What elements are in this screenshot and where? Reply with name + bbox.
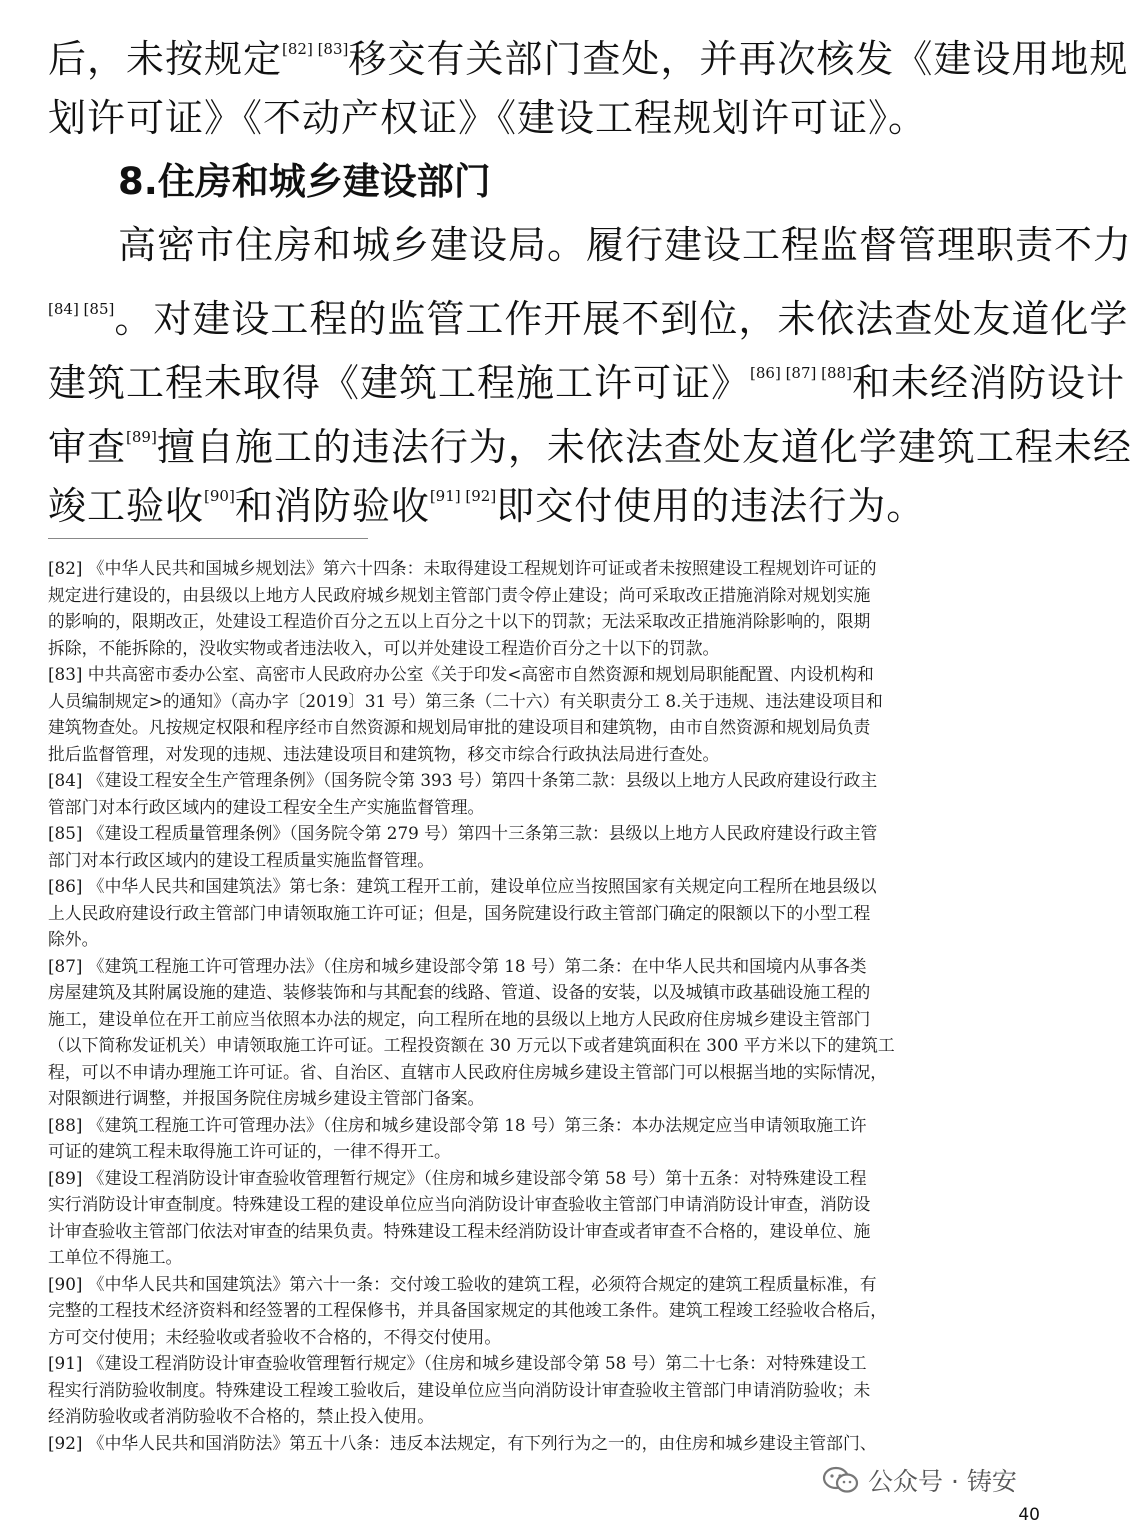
footnote-line: 工单位不得施工。 [48,1247,183,1267]
watermark-text: 公众号 · 铸安 [868,1467,1017,1496]
footnote-line: [83] 中共高密市委办公室、高密市人民政府办公室《关于印发<高密市自然资源和规划局职能配置、内设机构和 [48,664,874,684]
footnote-line: [87] 《建筑工程施工许可管理办法》（住房和城乡建设部令第 18 号）第二条：在中华人民共和国境内从事各类 [48,955,867,976]
footnote-line: 上人民政府建设行政主管部门申请领取施工许可证；但是，国务院建设行政主管部门确定的限额以下的小型工程 [48,902,871,923]
footnote-line: [82] 《中华人民共和国城乡规划法》第六十四条：未取得建设工程规划许可证或者未按照建设工程规划许可证的 [48,558,877,578]
body-line-2: 划许可证》《不动产权证》《建设工程规划许可证》。 [48,96,928,140]
ref-89[interactable]: [89] [126,428,157,446]
footnote-line: 方可交付使用；未经验收或者验收不合格的，不得交付使用。 [48,1326,502,1347]
page-number: 40 [1018,1505,1040,1525]
footnote-line: 对限额进行调整，并报国务院住房城乡建设主管部门备案。 [48,1088,485,1108]
footnote-line: （以下简称发证机关）申请领取施工许可证。工程投资额在 30 万元以下或者建筑面积在 300 平方米以下的建筑工 [48,1035,895,1055]
footnote [48,1431,1038,1457]
footnote [48,821,1038,873]
footnote [48,1113,1038,1165]
footnote-line: 拆除，不能拆除的，没收实物或者违法收入，可以并处建设工程造价百分之十以下的罚款。 [48,637,720,658]
footnote-line: 程，可以不申请办理施工许可证。省、自治区、直辖市人民政府住房城乡建设主管部门可以根据当地的实际情况， [48,1061,888,1082]
ref-90[interactable]: [90] [204,487,235,505]
footnote-line: [89] 《建设工程消防设计审查验收管理暂行规定》（住房和城乡建设部令第 58 号）第十五条：对特殊建设工程 [48,1167,867,1188]
ref-84-85[interactable]: [84] [85] [48,300,115,318]
footnote-line: [90] 《中华人民共和国建筑法》第六十一条：交付竣工验收的建筑工程，必须符合规定的建筑工程质量标准，有 [48,1273,877,1294]
body-line-6: 审查[89]擅自施工的违法行为，未依法查处友道化学建筑工程未经 [48,425,1132,469]
body-line-3: 高密市住房和城乡建设局。履行建设工程监督管理职责不力 [118,223,1132,267]
body-line-7: 竣工验收[90]和消防验收[91] [92]即交付使用的违法行为。 [48,484,926,528]
ref-91-92[interactable]: [91] [92] [429,487,497,505]
footnote-line: 实行消防设计审查制度。特殊建设工程的建设单位应当向消防设计审查验收主管部门申请消防设计审查，消防设 [48,1194,871,1214]
footnote [48,662,1038,767]
footnote-line: 的影响的，限期改正，处建设工程造价百分之五以上百分之十以下的罚款；无法采取改正措施消除影响的，限期 [48,611,871,631]
footnote-line: 批后监督管理，对发现的违规、违法建设项目和建筑物，移交市综合行政执法局进行查处。 [48,743,720,764]
footnote-line: [86] 《中华人民共和国建筑法》第七条：建筑工程开工前，建设单位应当按照国家有关规定向工程所在地县级以 [48,876,877,896]
footnote-line: [88] 《建筑工程施工许可管理办法》（住房和城乡建设部令第 18 号）第三条：本办法规定应当申请领取施工许 [48,1114,867,1135]
footnote [48,954,1038,1112]
footnote-line: 建筑物查处。凡按规定权限和程序经市自然资源和规划局审批的建设项目和建筑物，由市自然资源和规划局负责 [48,717,871,737]
footnote-line: 程实行消防验收制度。特殊建设工程竣工验收后，建设单位应当向消防设计审查验收主管部门申请消防验收；未 [48,1379,871,1400]
ref-82-83[interactable]: [82] [83] [282,40,349,58]
watermark [822,1462,1017,1498]
footnote-line: 完整的工程技术经济资料和经签署的工程保修书，并具备国家规定的其他竣工条件。建筑工程竣工经验收合格后， [48,1300,888,1320]
body-line-4: [84] [85]。对建设工程的监管工作开展不到位，未依法查处友道化学 [48,297,1129,341]
footnote-line: [91] 《建设工程消防设计审查验收管理暂行规定》（住房和城乡建设部令第 58 号）第二十七条：对特殊建设工 [48,1353,867,1373]
footnote [48,874,1038,953]
footnote [48,1351,1038,1430]
body-line-5: 建筑工程未取得《建筑工程施工许可证》[86] [87] [88]和未经消防设计 [48,361,1125,405]
footnote-line: 可证的建筑工程未取得施工许可证的，一律不得开工。 [48,1141,451,1161]
footnote-line: 规定进行建设的，由县级以上地方人民政府城乡规划主管部门责令停止建设；尚可采取改正措施消除对规划实施 [48,584,871,605]
footnote-line: 管部门对本行政区域内的建设工程安全生产实施监督管理。 [48,796,485,817]
ref-86-88[interactable]: [86] [87] [88] [750,364,852,382]
footnote [48,768,1038,820]
section-heading: 8.住房和城乡建设部门 [118,160,491,203]
footnote [48,1166,1038,1271]
footnote [48,556,1038,661]
footnote-line: 经消防验收或者消防验收不合格的，禁止投入使用。 [48,1406,434,1426]
footnote-line: [84] 《建设工程安全生产管理条例》（国务院令第 393 号）第四十条第二款：县级以上地方人民政府建设行政主 [48,770,878,790]
footnote [48,1272,1038,1351]
footnote-line: 人员编制规定>的通知》（高办字〔2019〕31 号）第三条（二十六）有关职责分工 8.关于违规、违法建设项目和 [48,690,883,711]
footnote-line: 部门对本行政区域内的建设工程质量实施监督管理。 [48,849,434,870]
body-line-1: 后，未按规定[82] [83]移交有关部门查处，并再次核发《建设用地规 [48,37,1129,81]
footnote-line: 除外。 [48,929,99,949]
footnote-line: [92] 《中华人民共和国消防法》第五十八条：违反本法规定，有下列行为之一的，由住房和城乡建设主管部门、 [48,1432,877,1453]
footnotes [48,556,1038,1457]
wechat-icon [822,1465,860,1495]
footnote-line: 计审查验收主管部门依法对审查的结果负责。特殊建设工程未经消防设计审查或者审查不合格的，建设单位、施 [48,1220,871,1241]
footnote-line: [85] 《建设工程质量管理条例》（国务院令第 279 号）第四十三条第三款：县级以上地方人民政府建设行政主管 [48,823,878,843]
footnote-line: 施工，建设单位在开工前应当依照本办法的规定，向工程所在地的县级以上地方人民政府住房城乡建设主管部门 [48,1008,871,1029]
footnote-divider [48,538,368,539]
footnote-line: 房屋建筑及其附属设施的建造、装修装饰和与其配套的线路、管道、设备的安装，以及城镇市政基础设施工程的 [48,982,871,1002]
